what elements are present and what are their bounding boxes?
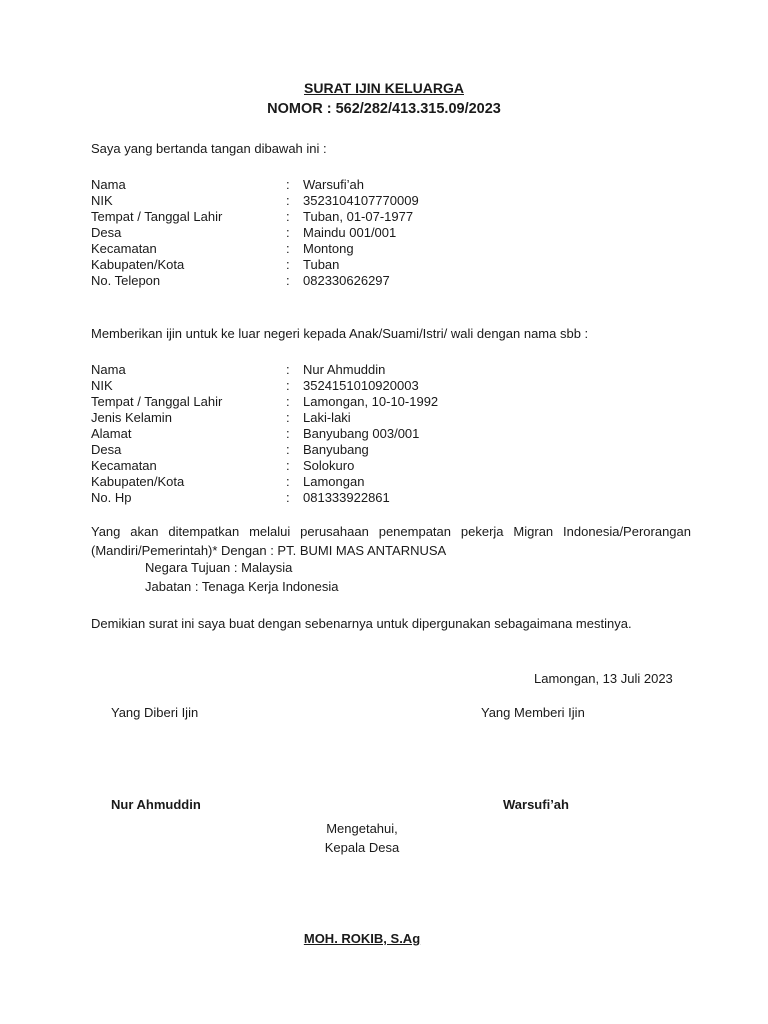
grantor-row: [91, 225, 419, 241]
colon: :: [286, 410, 290, 425]
row-label: Alamat: [91, 426, 132, 441]
grantor-table: [91, 177, 419, 289]
row-value: Solokuro: [303, 458, 355, 473]
row-value: Montong: [303, 241, 354, 256]
row-label: No. Hp: [91, 490, 132, 505]
grantor-row: [91, 193, 419, 209]
closing-statement: Demikian surat ini saya buat dengan sebenarnya untuk dipergunakan sebagaimana mestinya.: [91, 616, 632, 631]
grantee-row: [91, 394, 438, 410]
row-value: 081333922861: [303, 490, 390, 505]
row-value: 082330626297: [303, 273, 390, 288]
grantee-row: [91, 474, 438, 490]
permission-text: Memberikan ijin untuk ke luar negeri kepada Anak/Suami/Istri/ wali dengan nama sbb :: [91, 326, 589, 341]
grantee-row: [91, 410, 438, 426]
colon: :: [286, 458, 290, 473]
place-date: Lamongan, 13 Juli 2023: [534, 671, 673, 686]
grantee-row: [91, 490, 438, 506]
placement-paragraph: Yang akan ditempatkan melalui perusahaan penempatan pekerja Migran Indonesia/Perorangan (Mandiri/Pemerintah)* Dengan : PT. BUMI MAS ANTARNUSA: [91, 524, 691, 558]
row-value: Maindu 001/001: [303, 225, 397, 240]
row-value: Tuban, 01-07-1977: [303, 209, 414, 224]
grantor-row: [91, 177, 419, 193]
colon: :: [286, 490, 290, 505]
grantee-row: [91, 442, 438, 458]
row-label: Kecamatan: [91, 458, 157, 473]
row-value: 3524151010920003: [303, 378, 419, 393]
row-label: Nama: [91, 362, 126, 377]
grantee-row: [91, 458, 438, 474]
row-label: NIK: [91, 378, 113, 393]
colon: :: [286, 394, 290, 409]
row-value: Banyubang 003/001: [303, 426, 420, 441]
colon: :: [286, 273, 290, 288]
letter-title: SURAT IJIN KELUARGA: [304, 80, 464, 96]
row-label: Kabupaten/Kota: [91, 257, 185, 272]
destination-country: Negara Tujuan : Malaysia: [145, 560, 293, 575]
signature-right-name: Warsufi’ah: [503, 797, 569, 812]
row-value: Lamongan: [303, 474, 365, 489]
row-label: Tempat / Tanggal Lahir: [91, 394, 223, 409]
row-label: Jenis Kelamin: [91, 410, 172, 425]
signature-left-title: Yang Diberi Ijin: [111, 705, 199, 720]
row-label: Desa: [91, 442, 122, 457]
grantor-row: [91, 273, 419, 289]
row-label: Nama: [91, 177, 126, 192]
colon: :: [286, 177, 290, 192]
colon: :: [286, 442, 290, 457]
colon: :: [286, 209, 290, 224]
row-value: Banyubang: [303, 442, 369, 457]
colon: :: [286, 362, 290, 377]
village-head-title: Kepala Desa: [324, 840, 400, 855]
signature-right-title: Yang Memberi Ijin: [481, 705, 585, 720]
row-label: NIK: [91, 193, 113, 208]
colon: :: [286, 225, 290, 240]
colon: :: [286, 193, 290, 208]
grantor-row: [91, 241, 419, 257]
row-value: Nur Ahmuddin: [303, 362, 386, 377]
row-label: Kabupaten/Kota: [91, 474, 185, 489]
intro-text: Saya yang bertanda tangan dibawah ini :: [91, 141, 327, 156]
grantee-row: [91, 378, 438, 394]
row-value: Lamongan, 10-10-1992: [303, 394, 439, 409]
acknowledge-label: Mengetahui,: [326, 821, 398, 836]
village-head-name: MOH. ROKIB, S.Ag: [303, 931, 421, 946]
colon: :: [286, 474, 290, 489]
letter-number: NOMOR : 562/282/413.315.09/2023: [267, 101, 501, 117]
colon: :: [286, 241, 290, 256]
signature-left-name: Nur Ahmuddin: [111, 797, 201, 812]
row-label: No. Telepon: [91, 273, 161, 288]
grantor-row: [91, 257, 419, 273]
grantor-row: [91, 209, 419, 225]
row-value: 3523104107770009: [303, 193, 419, 208]
colon: :: [286, 426, 290, 441]
colon: :: [286, 378, 290, 393]
grantee-table: [91, 362, 438, 506]
row-value: Tuban: [303, 257, 340, 272]
grantee-row: [91, 426, 438, 442]
row-label: Tempat / Tanggal Lahir: [91, 209, 223, 224]
job-position: Jabatan : Tenaga Kerja Indonesia: [145, 579, 339, 594]
row-value: Warsufi’ah: [303, 177, 364, 192]
row-label: Kecamatan: [91, 241, 157, 256]
colon: :: [286, 257, 290, 272]
grantee-row: [91, 362, 438, 378]
row-value: Laki-laki: [303, 410, 351, 425]
row-label: Desa: [91, 225, 122, 240]
